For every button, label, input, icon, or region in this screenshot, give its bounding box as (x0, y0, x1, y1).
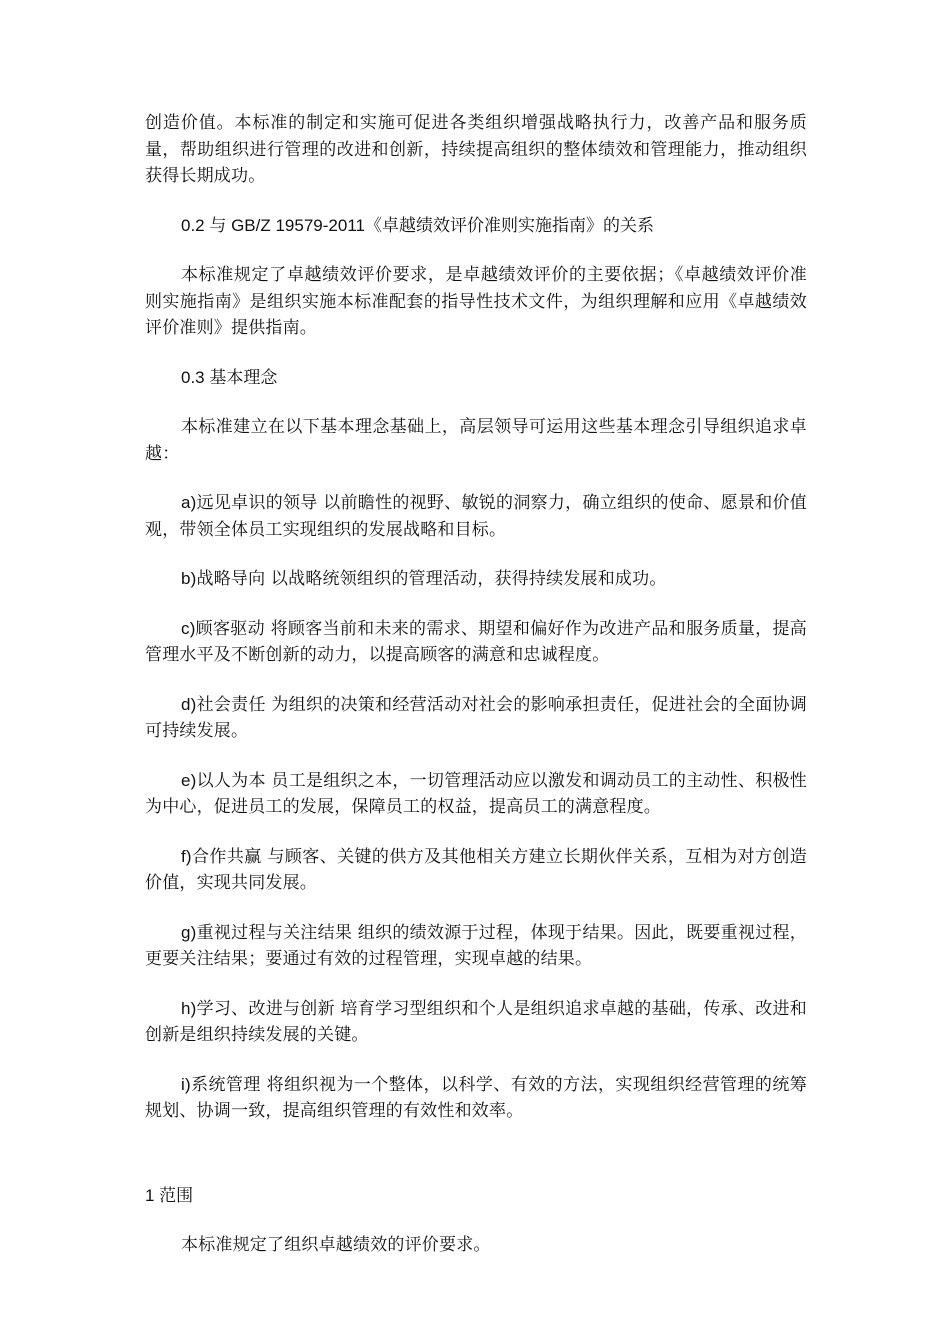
item-label: b) (181, 569, 197, 588)
section-0-2-heading: 0.2 与 GB/Z 19579-2011《卓越绩效评价准则实施指南》的关系 (181, 215, 654, 235)
item-label: f) (181, 846, 192, 866)
principle-item-g (145, 920, 807, 973)
section-1-body: 本标准规定了组织卓越绩效的评价要求。 (181, 1235, 491, 1255)
item-text: 重视过程与关注结果 组织的绩效源于过程，体现于结果。因此，既要重视过程，更要关注结果；要通过有效的过程管理，实现卓越的结果。 (145, 922, 807, 969)
section-0-3-heading: 0.3 基本理念 (181, 367, 278, 387)
principle-item-h (145, 996, 807, 1049)
principle-item-f (145, 844, 807, 897)
principle-item-a (145, 490, 807, 543)
item-text: 顾客驱动 将顾客当前和未来的需求、期望和偏好作为改进产品和服务质量，提高管理水平及不断创新的动力，以提高顾客的满意和忠诚程度。 (145, 618, 807, 665)
item-label: g) (181, 922, 197, 942)
principle-item-e (145, 768, 807, 821)
item-text: 学习、改进与创新 培育学习型组织和个人是组织追求卓越的基础，传承、改进和创新是组织持续发展的关键。 (145, 998, 807, 1045)
document-page (145, 110, 807, 1282)
intro-paragraph: 创造价值。本标准的制定和实施可促进各类组织增强战略执行力，改善产品和服务质量，帮助组织进行管理的改进和创新，持续提高组织的整体绩效和管理能力，推动组织获得长期成功。 (145, 113, 807, 186)
item-text: 系统管理 将组织视为一个整体，以科学、有效的方法，实现组织经营管理的统筹规划、协调一致，提高组织管理的有效性和效率。 (145, 1074, 807, 1121)
item-text: 社会责任 为组织的决策和经营活动对社会的影响承担责任，促进社会的全面协调可持续发展。 (145, 694, 807, 741)
section-1-heading: 1 范围 (145, 1185, 194, 1205)
section-0-3-body: 本标准建立在以下基本理念基础上，高层领导可运用这些基本理念引导组织追求卓越： (145, 417, 807, 464)
item-text: 战略导向 以战略统领组织的管理活动，获得持续发展和成功。 (196, 569, 667, 589)
item-text: 合作共赢 与顾客、关键的供方及其他相关方建立长期伙伴关系，互相为对方创造价值，实现共同发展。 (145, 846, 807, 893)
item-label: e) (181, 770, 197, 790)
item-label: d) (181, 694, 197, 714)
item-text: 以人为本 员工是组织之本，一切管理活动应以激发和调动员工的主动性、积极性为中心，促进员工的发展，保障员工的权益，提高员工的满意程度。 (145, 770, 807, 817)
principle-item-i (145, 1072, 807, 1125)
item-label: a) (181, 493, 197, 512)
principle-item-d (145, 692, 807, 745)
item-text: 远见卓识的领导 以前瞻性的视野、敏锐的洞察力，确立组织的使命、愿景和价值观，带领全体员工实现组织的发展战略和目标。 (145, 493, 807, 540)
item-label: c) (181, 618, 196, 638)
item-label: h) (181, 998, 197, 1018)
section-0-2-body: 本标准规定了卓越绩效评价要求，是卓越绩效评价的主要依据；《卓越绩效评价准则实施指南》是组织实施本标准配套的指导性技术文件，为组织理解和应用《卓越绩效评价准则》提供指南。 (145, 265, 807, 338)
principle-item-c (145, 616, 807, 669)
principle-item-b (145, 566, 807, 593)
item-label: i) (181, 1074, 191, 1094)
